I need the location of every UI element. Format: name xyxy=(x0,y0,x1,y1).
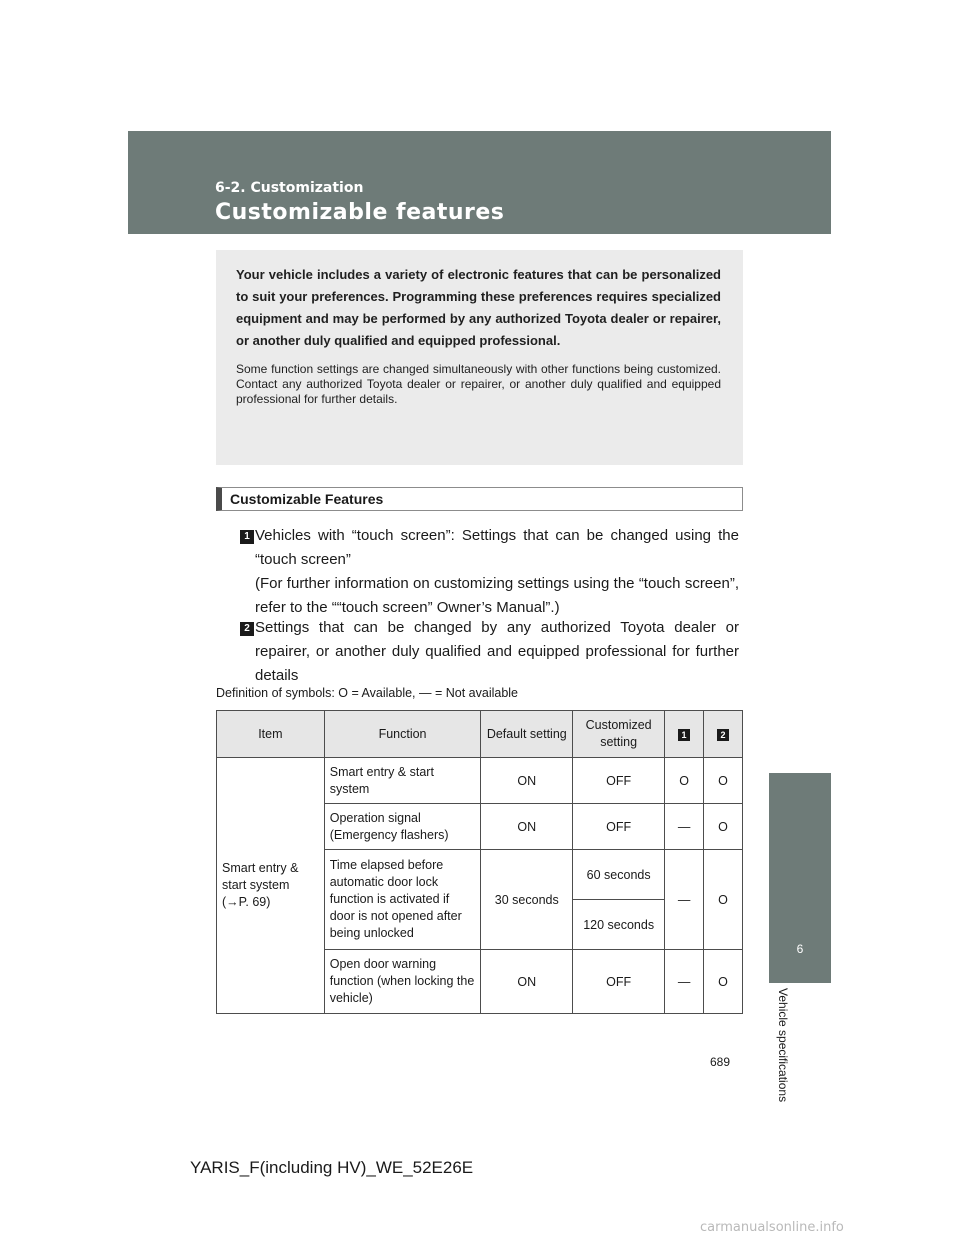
header-default: Default setting xyxy=(481,711,573,758)
customized-cell: OFF xyxy=(573,804,665,850)
feature-item-2 xyxy=(240,616,739,688)
customized-alt-cell: 120 seconds xyxy=(573,900,665,950)
function-cell: Time elapsed before automatic door lock function is activated if door is not opened after being unlocked xyxy=(324,850,481,950)
features-table xyxy=(216,710,743,1014)
function-cell: Open door warning function (when locking the vehicle) xyxy=(324,950,481,1014)
intro-bold-text: Your vehicle includes a variety of electronic features that can be personalized to suit your preferences. Programming these preferences requires specialized equipment and may be performed by any authorized Toyota dealer or repairer, or another duly qualified and equipped professional. xyxy=(236,267,721,348)
badge-1-icon: 1 xyxy=(678,729,690,741)
features-heading: Customizable Features xyxy=(216,487,743,511)
symbol-legend: Definition of symbols: O = Available, — = Not available xyxy=(216,686,519,700)
default-cell: 30 seconds xyxy=(481,850,573,950)
customized-cell: OFF xyxy=(573,758,665,804)
document-code: YARIS_F(including HV)_WE_52E26E xyxy=(190,1158,474,1177)
side-tab-number: 6 xyxy=(796,942,804,956)
avail-2-cell: O xyxy=(704,950,743,1014)
item-badge-1: 1 xyxy=(240,530,254,544)
section-label: 6-2. Customization xyxy=(215,180,364,196)
customized-cell: 60 seconds xyxy=(573,850,665,900)
badge-2-icon: 2 xyxy=(717,729,729,741)
feature-item-1 xyxy=(240,524,739,620)
item-badge-2: 2 xyxy=(240,622,254,636)
page-title: Customizable features xyxy=(215,200,505,225)
avail-1-cell: — xyxy=(665,850,704,950)
customized-cell: OFF xyxy=(573,950,665,1014)
header-col1 xyxy=(665,711,704,758)
avail-2-cell: O xyxy=(704,804,743,850)
item-cell: Smart entry & start system (→P. 69) xyxy=(217,758,325,1014)
table-row xyxy=(217,758,743,804)
avail-1-cell: — xyxy=(665,804,704,850)
feature-item-1-sub: (For further information on customizing settings using the “touch screen”, refer to the ““touch screen” Owner’s Manual”.) xyxy=(255,575,739,616)
function-cell: Operation signal (Emergency flashers) xyxy=(324,804,481,850)
avail-1-cell: — xyxy=(665,950,704,1014)
feature-item-2-text: Settings that can be changed by any authorized Toyota dealer or repairer, or another duly qualified and equipped professional for further details xyxy=(255,619,739,684)
page-number: 689 xyxy=(710,1055,731,1069)
header-col2 xyxy=(704,711,743,758)
avail-1-cell: O xyxy=(665,758,704,804)
avail-2-cell: O xyxy=(704,850,743,950)
side-tab-label-text: Vehicle specifications xyxy=(776,988,790,1103)
default-cell: ON xyxy=(481,758,573,804)
header-function: Function xyxy=(324,711,481,758)
watermark: carmanualsonline.info xyxy=(700,1220,844,1235)
header-item: Item xyxy=(217,711,325,758)
avail-2-cell: O xyxy=(704,758,743,804)
header-customized: Customized setting xyxy=(573,711,665,758)
default-cell: ON xyxy=(481,804,573,850)
default-cell: ON xyxy=(481,950,573,1014)
feature-item-1-text: Vehicles with “touch screen”: Settings that can be changed using the “touch screen” xyxy=(255,527,739,568)
intro-box xyxy=(216,250,743,465)
intro-note-text: Some function settings are changed simultaneously with other functions being customized. Contact any authorized Toyota dealer or repairer, or another duly qualified and equipped professional for further details. xyxy=(236,362,721,406)
function-cell: Smart entry & start system xyxy=(324,758,481,804)
table-header-row xyxy=(217,711,743,758)
